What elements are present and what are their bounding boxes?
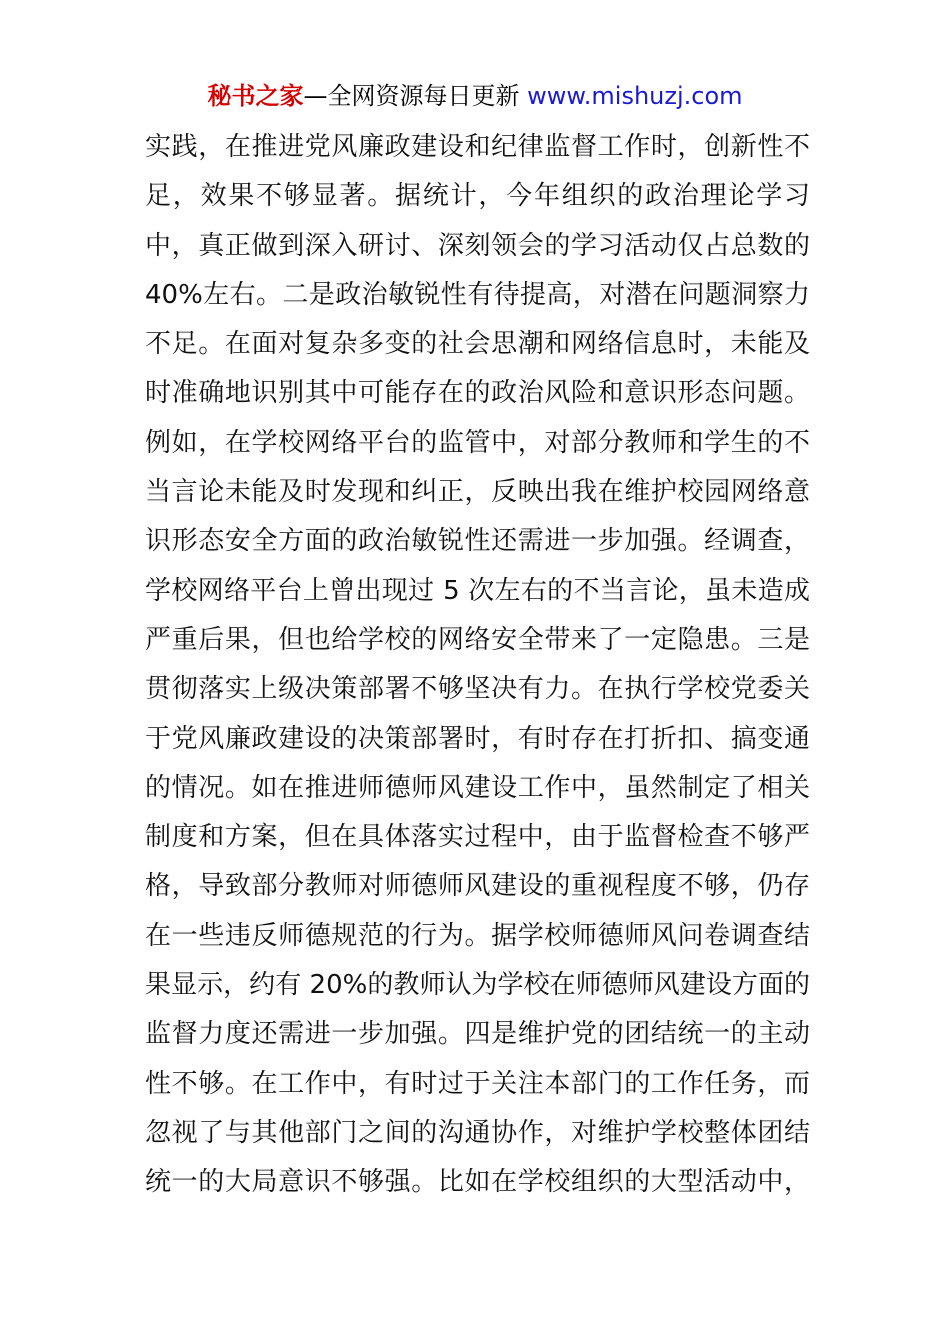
site-tagline: —全网资源每日更新 [303, 82, 520, 110]
text-line: 制度和方案，但在具体落实过程中，由于监督检查不够严 [145, 822, 810, 853]
text-line: 忽视了与其他部门之间的沟通协作，对维护学校整体团结 [145, 1117, 810, 1148]
site-url-link[interactable]: www.mishuzj.com [527, 82, 743, 110]
text-line: 实践，在推进党风廉政建设和纪律监督工作时，创新性不 [145, 132, 810, 162]
text-line: 的情况。如在推进师德师风建设工作中，虽然制定了相关 [145, 772, 810, 803]
text-line: 监督力度还需进一步加强。四是维护党的团结统一的主动 [145, 1019, 810, 1050]
text-line: 当言论未能及时发现和纠正，反映出我在维护校园网络意 [145, 477, 810, 508]
text-line: 于党风廉政建设的决策部署时，有时存在打折扣、搞变通 [145, 723, 810, 754]
document-body [145, 123, 810, 1208]
text-line: 果显示，约有 20%的教师认为学校在师德师风建设方面的 [145, 970, 810, 1001]
text-line: 统一的大局意识不够强。比如在学校组织的大型活动中， [145, 1167, 810, 1198]
text-line: 40%左右。二是政治敏锐性有待提高，对潜在问题洞察力 [145, 279, 810, 310]
page-header [0, 80, 950, 112]
text-line: 例如，在学校网络平台的监管中，对部分教师和学生的不 [145, 427, 810, 458]
text-line: 格，导致部分教师对师德师风建设的重视程度不够，仍存 [145, 871, 810, 902]
text-line: 学校网络平台上曾出现过 5 次左右的不当言论，虽未造成 [145, 575, 810, 606]
text-line: 性不够。在工作中，有时过于关注本部门的工作任务，而 [145, 1068, 810, 1099]
text-line: 严重后果，但也给学校的网络安全带来了一定隐患。三是 [145, 624, 810, 655]
text-line: 在一些违反师德规范的行为。据学校师德师风问卷调查结 [145, 920, 810, 951]
text-line: 中，真正做到深入研讨、深刻领会的学习活动仅占总数的 [145, 230, 810, 261]
text-line: 不足。在面对复杂多变的社会思潮和网络信息时，未能及 [145, 329, 810, 360]
text-line: 贯彻落实上级决策部署不够坚决有力。在执行学校党委关 [145, 674, 810, 705]
site-brand: 秘书之家 [207, 82, 304, 110]
text-line: 足，效果不够显著。据统计，今年组织的政治理论学习 [145, 181, 810, 212]
text-line: 时准确地识别其中可能存在的政治风险和意识形态问题。 [145, 378, 810, 409]
text-line: 识形态安全方面的政治敏锐性还需进一步加强。经调查， [145, 526, 810, 557]
